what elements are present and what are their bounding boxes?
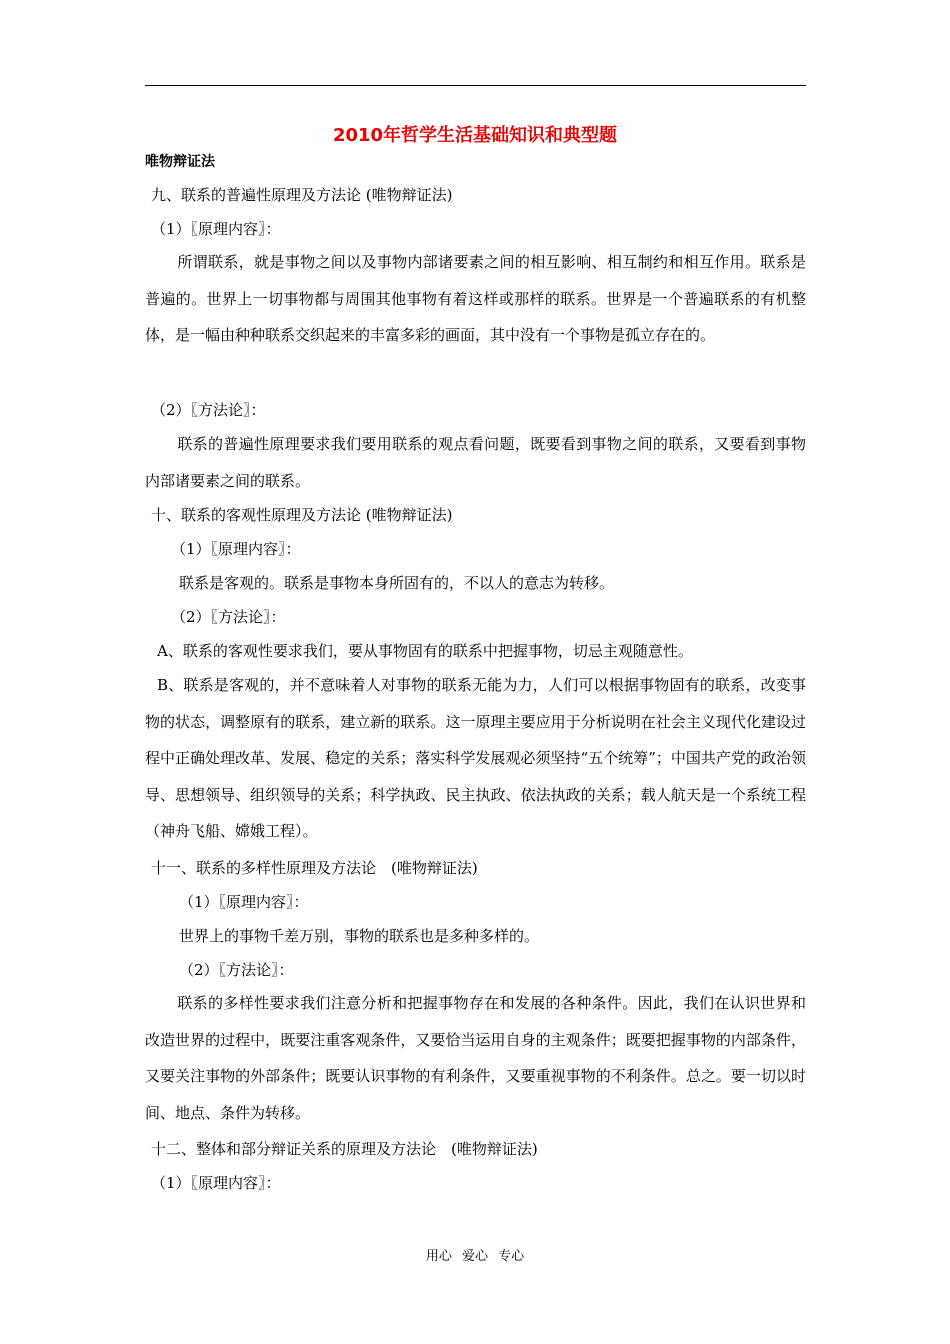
document-title: 2010年哲学生活基础知识和典型题 bbox=[332, 125, 618, 146]
heading-9: 九、联系的普遍性原理及方法论 (唯物辩证法) bbox=[151, 186, 453, 204]
subheading-9-1: （1）〖原理内容〗： bbox=[151, 220, 281, 238]
subheading-10-2: （2）〖方法论〗： bbox=[171, 608, 286, 626]
heading-10: 十、联系的客观性原理及方法论 (唯物辩证法) bbox=[151, 506, 453, 524]
paragraph-9-1 bbox=[145, 244, 806, 354]
subheading-12-1: （1）〖原理内容〗： bbox=[151, 1174, 281, 1192]
section-heading: 唯物辩证法 bbox=[145, 154, 215, 170]
paragraph-10-a: A、联系的客观性要求我们，要从事物固有的联系中把握事物，切忌主观随意性。 bbox=[157, 642, 693, 660]
subheading-11-2: （2）〖方法论〗： bbox=[179, 961, 294, 979]
paragraph-10-b-text: B、联系是客观的，并不意味着人对事物的联系无能为力，人们可以根据事物固有的联系，改变事物的状态，调整原有的联系，建立新的联系。这一原理主要应用于分析说明在社会主义现代化建设过程中正确处理改革、发展、稳定的关系；落实科学发展观必须坚持“五个统筹”；中国共产党的政治领导、思想领导、组织领导的关系；科学执政、民主执政、依法执政的关系；载人航天是一个系统工程（神舟飞船、嫦娥工程）。 bbox=[145, 676, 806, 840]
paragraph-11-2 bbox=[145, 985, 806, 1131]
page-footer: 用心 爱心 专心 bbox=[425, 1249, 525, 1264]
subheading-10-1: （1）〖原理内容〗： bbox=[171, 540, 301, 558]
heading-11: 十一、联系的多样性原理及方法论 (唯物辩证法) bbox=[151, 859, 478, 877]
paragraph-9-1-text: 所谓联系，就是事物之间以及事物内部诸要素之间的相互影响、相互制约和相互作用。联系是普遍的。世界上一切事物都与周围其他事物有着这样或那样的联系。世界是一个普遍联系的有机整体，是一幅由种种联系交织起来的丰富多彩的画面，其中没有一个事物是孤立存在的。 bbox=[145, 253, 806, 344]
paragraph-11-1: 世界上的事物千差万别，事物的联系也是多种多样的。 bbox=[179, 927, 540, 945]
paragraph-9-2 bbox=[145, 426, 806, 499]
paragraph-10-1: 联系是客观的。联系是事物本身所固有的，不以人的意志为转移。 bbox=[179, 574, 615, 592]
paragraph-9-2-text: 联系的普遍性原理要求我们要用联系的观点看问题，既要看到事物之间的联系，又要看到事物内部诸要素之间的联系。 bbox=[145, 435, 806, 490]
subheading-9-2: （2）〖方法论〗： bbox=[151, 401, 266, 419]
subheading-11-1: （1）〖原理内容〗： bbox=[179, 893, 309, 911]
header-rule bbox=[145, 85, 806, 86]
paragraph-10-b bbox=[145, 667, 806, 850]
paragraph-11-2-text: 联系的多样性要求我们注意分析和把握事物存在和发展的各种条件。因此，我们在认识世界和改造世界的过程中，既要注重客观条件，又要恰当运用自身的主观条件；既要把握事物的内部条件，又要关注事物的外部条件；既要认识事物的有利条件，又要重视事物的不利条件。总之。要一切以时间、地点、条件为转移。 bbox=[145, 994, 806, 1122]
heading-12: 十二、整体和部分辩证关系的原理及方法论 (唯物辩证法) bbox=[151, 1140, 538, 1158]
